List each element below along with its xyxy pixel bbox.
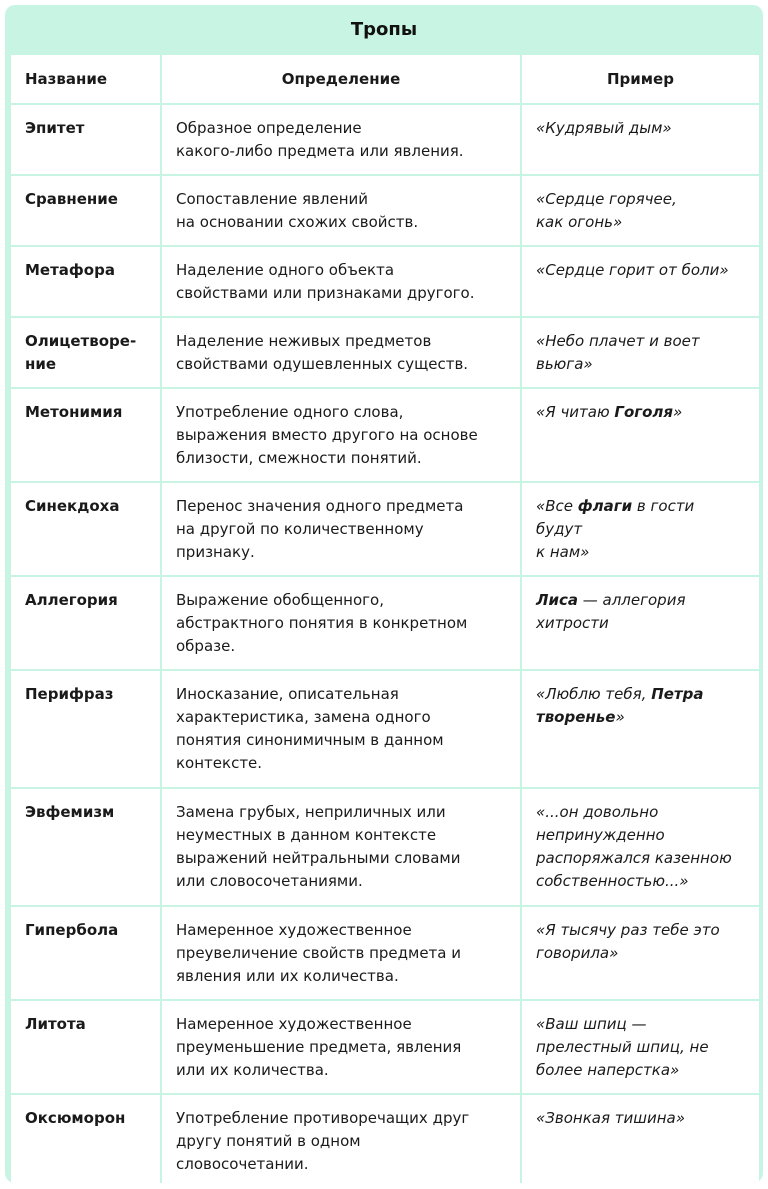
table-row [11,789,759,905]
trope-definition [162,483,520,575]
trope-name [11,907,160,999]
header-definition: Определение [162,55,520,103]
example-fragment: «Люблю тебя, [536,685,652,703]
trope-definition-text: Образное определение какого-либо предмета или явления. [176,119,464,160]
trope-example [522,1001,759,1093]
trope-example-text [536,1107,745,1130]
table-row [11,247,759,316]
trope-example [522,247,759,316]
trope-definition [162,105,520,174]
table-row [11,577,759,669]
tropes-table-frame [5,5,763,1183]
trope-example-text [536,1013,745,1082]
trope-definition [162,671,520,787]
table-row [11,105,759,174]
trope-name [11,105,160,174]
trope-example-text [536,589,745,635]
trope-name [11,176,160,245]
trope-name [11,1095,160,1183]
example-fragment: «Небо плачет и воет вьюга» [536,332,700,373]
trope-name [11,577,160,669]
example-fragment: «Сердце горячее, как огонь» [536,190,677,231]
trope-example-text [536,495,745,564]
example-fragment: «Ваш шпиц — прелестный шпиц, не более наперстка» [536,1015,709,1079]
trope-definition-text: Употребление одного слова, выражения вместо другого на основе близости, смежности понятий. [176,403,478,467]
trope-name-text: Литота [25,1015,86,1033]
trope-name [11,1001,160,1093]
trope-example-text [536,330,745,376]
trope-example-text [536,259,745,282]
trope-example [522,789,759,905]
trope-definition [162,318,520,387]
table-row [11,907,759,999]
trope-example [522,483,759,575]
example-fragment: «Звонкая тишина» [536,1109,685,1127]
trope-definition [162,789,520,905]
example-fragment: «Я читаю [536,403,615,421]
example-emphasis: флаги [577,497,633,515]
trope-definition [162,907,520,999]
trope-name-text: Гипербола [25,921,119,939]
trope-name [11,671,160,787]
trope-definition-text: Употребление противоречащих друг другу понятий в одном словосочетании. [176,1109,470,1173]
trope-definition-text: Иносказание, описательная характеристика, замена одного понятия синонимичным в данном контексте. [176,685,444,772]
trope-example [522,671,759,787]
header-row [11,55,759,103]
trope-name-text: Сравнение [25,190,118,208]
table-row [11,671,759,787]
trope-name-text: Синекдоха [25,497,120,515]
trope-name-text: Оксюморон [25,1109,126,1127]
trope-example [522,318,759,387]
trope-name [11,789,160,905]
table-row [11,318,759,387]
trope-definition [162,1001,520,1093]
trope-name [11,318,160,387]
trope-example [522,577,759,669]
trope-name [11,389,160,481]
trope-name [11,483,160,575]
trope-name-text: Перифраз [25,685,114,703]
trope-example-text [536,919,745,965]
table-row [11,389,759,481]
trope-definition [162,176,520,245]
example-fragment: — аллегория хитрости [536,591,686,632]
trope-name-text: Олицетворе- ние [25,332,137,373]
table-row [11,176,759,245]
trope-name-text: Эпитет [25,119,85,137]
trope-definition-text: Намеренное художественное преуменьшение предмета, явления или их количества. [176,1015,462,1079]
example-emphasis: Лиса [536,591,578,609]
trope-name [11,247,160,316]
table-row [11,1001,759,1093]
example-fragment: » [615,708,625,726]
trope-example-text [536,117,745,140]
example-fragment: «Все [536,497,578,515]
trope-example [522,1095,759,1183]
trope-name-text: Эвфемизм [25,803,115,821]
trope-example-text [536,801,745,893]
trope-example-text [536,401,745,424]
trope-name-text: Метонимия [25,403,123,421]
trope-example-text [536,683,745,729]
trope-definition-text: Выражение обобщенного, абстрактного понятия в конкретном образе. [176,591,468,655]
trope-definition [162,389,520,481]
example-fragment: «Я тысячу раз тебе это говорила» [536,921,720,962]
trope-example [522,176,759,245]
trope-example [522,389,759,481]
example-fragment: «Кудрявый дым» [536,119,672,137]
trope-definition [162,577,520,669]
example-fragment: «Сердце горит от боли» [536,261,729,279]
example-emphasis: Гоголя [614,403,674,421]
tropes-table [9,53,761,1183]
trope-name-text: Аллегория [25,591,118,609]
trope-definition-text: Замена грубых, неприличных или неуместных в данном контексте выражений нейтральными словами или словосочетаниями. [176,803,461,890]
trope-example [522,105,759,174]
trope-definition-text: Намеренное художественное преувеличение свойств предмета и явления или их количества. [176,921,462,985]
example-emphasis: Петра творенье [536,685,704,726]
header-name: Название [11,55,160,103]
trope-example-text [536,188,745,234]
example-fragment: » [673,403,683,421]
header-example: Пример [522,55,759,103]
trope-definition-text: Наделение неживых предметов свойствами одушевленных существ. [176,332,469,373]
trope-definition-text: Наделение одного объекта свойствами или признаками другого. [176,261,475,302]
table-row [11,1095,759,1183]
trope-definition-text: Сопоставление явлений на основании схожих свойств. [176,190,419,231]
trope-definition [162,1095,520,1183]
trope-definition-text: Перенос значения одного предмета на другой по количественному признаку. [176,497,464,561]
trope-example [522,907,759,999]
trope-definition [162,247,520,316]
table-title: Тропы [350,18,418,40]
table-row [11,483,759,575]
example-fragment: «...он довольно непринужденно распоряжался казенною собственностью...» [536,803,732,890]
example-fragment: в гости будут к нам» [536,497,695,561]
trope-name-text: Метафора [25,261,115,279]
